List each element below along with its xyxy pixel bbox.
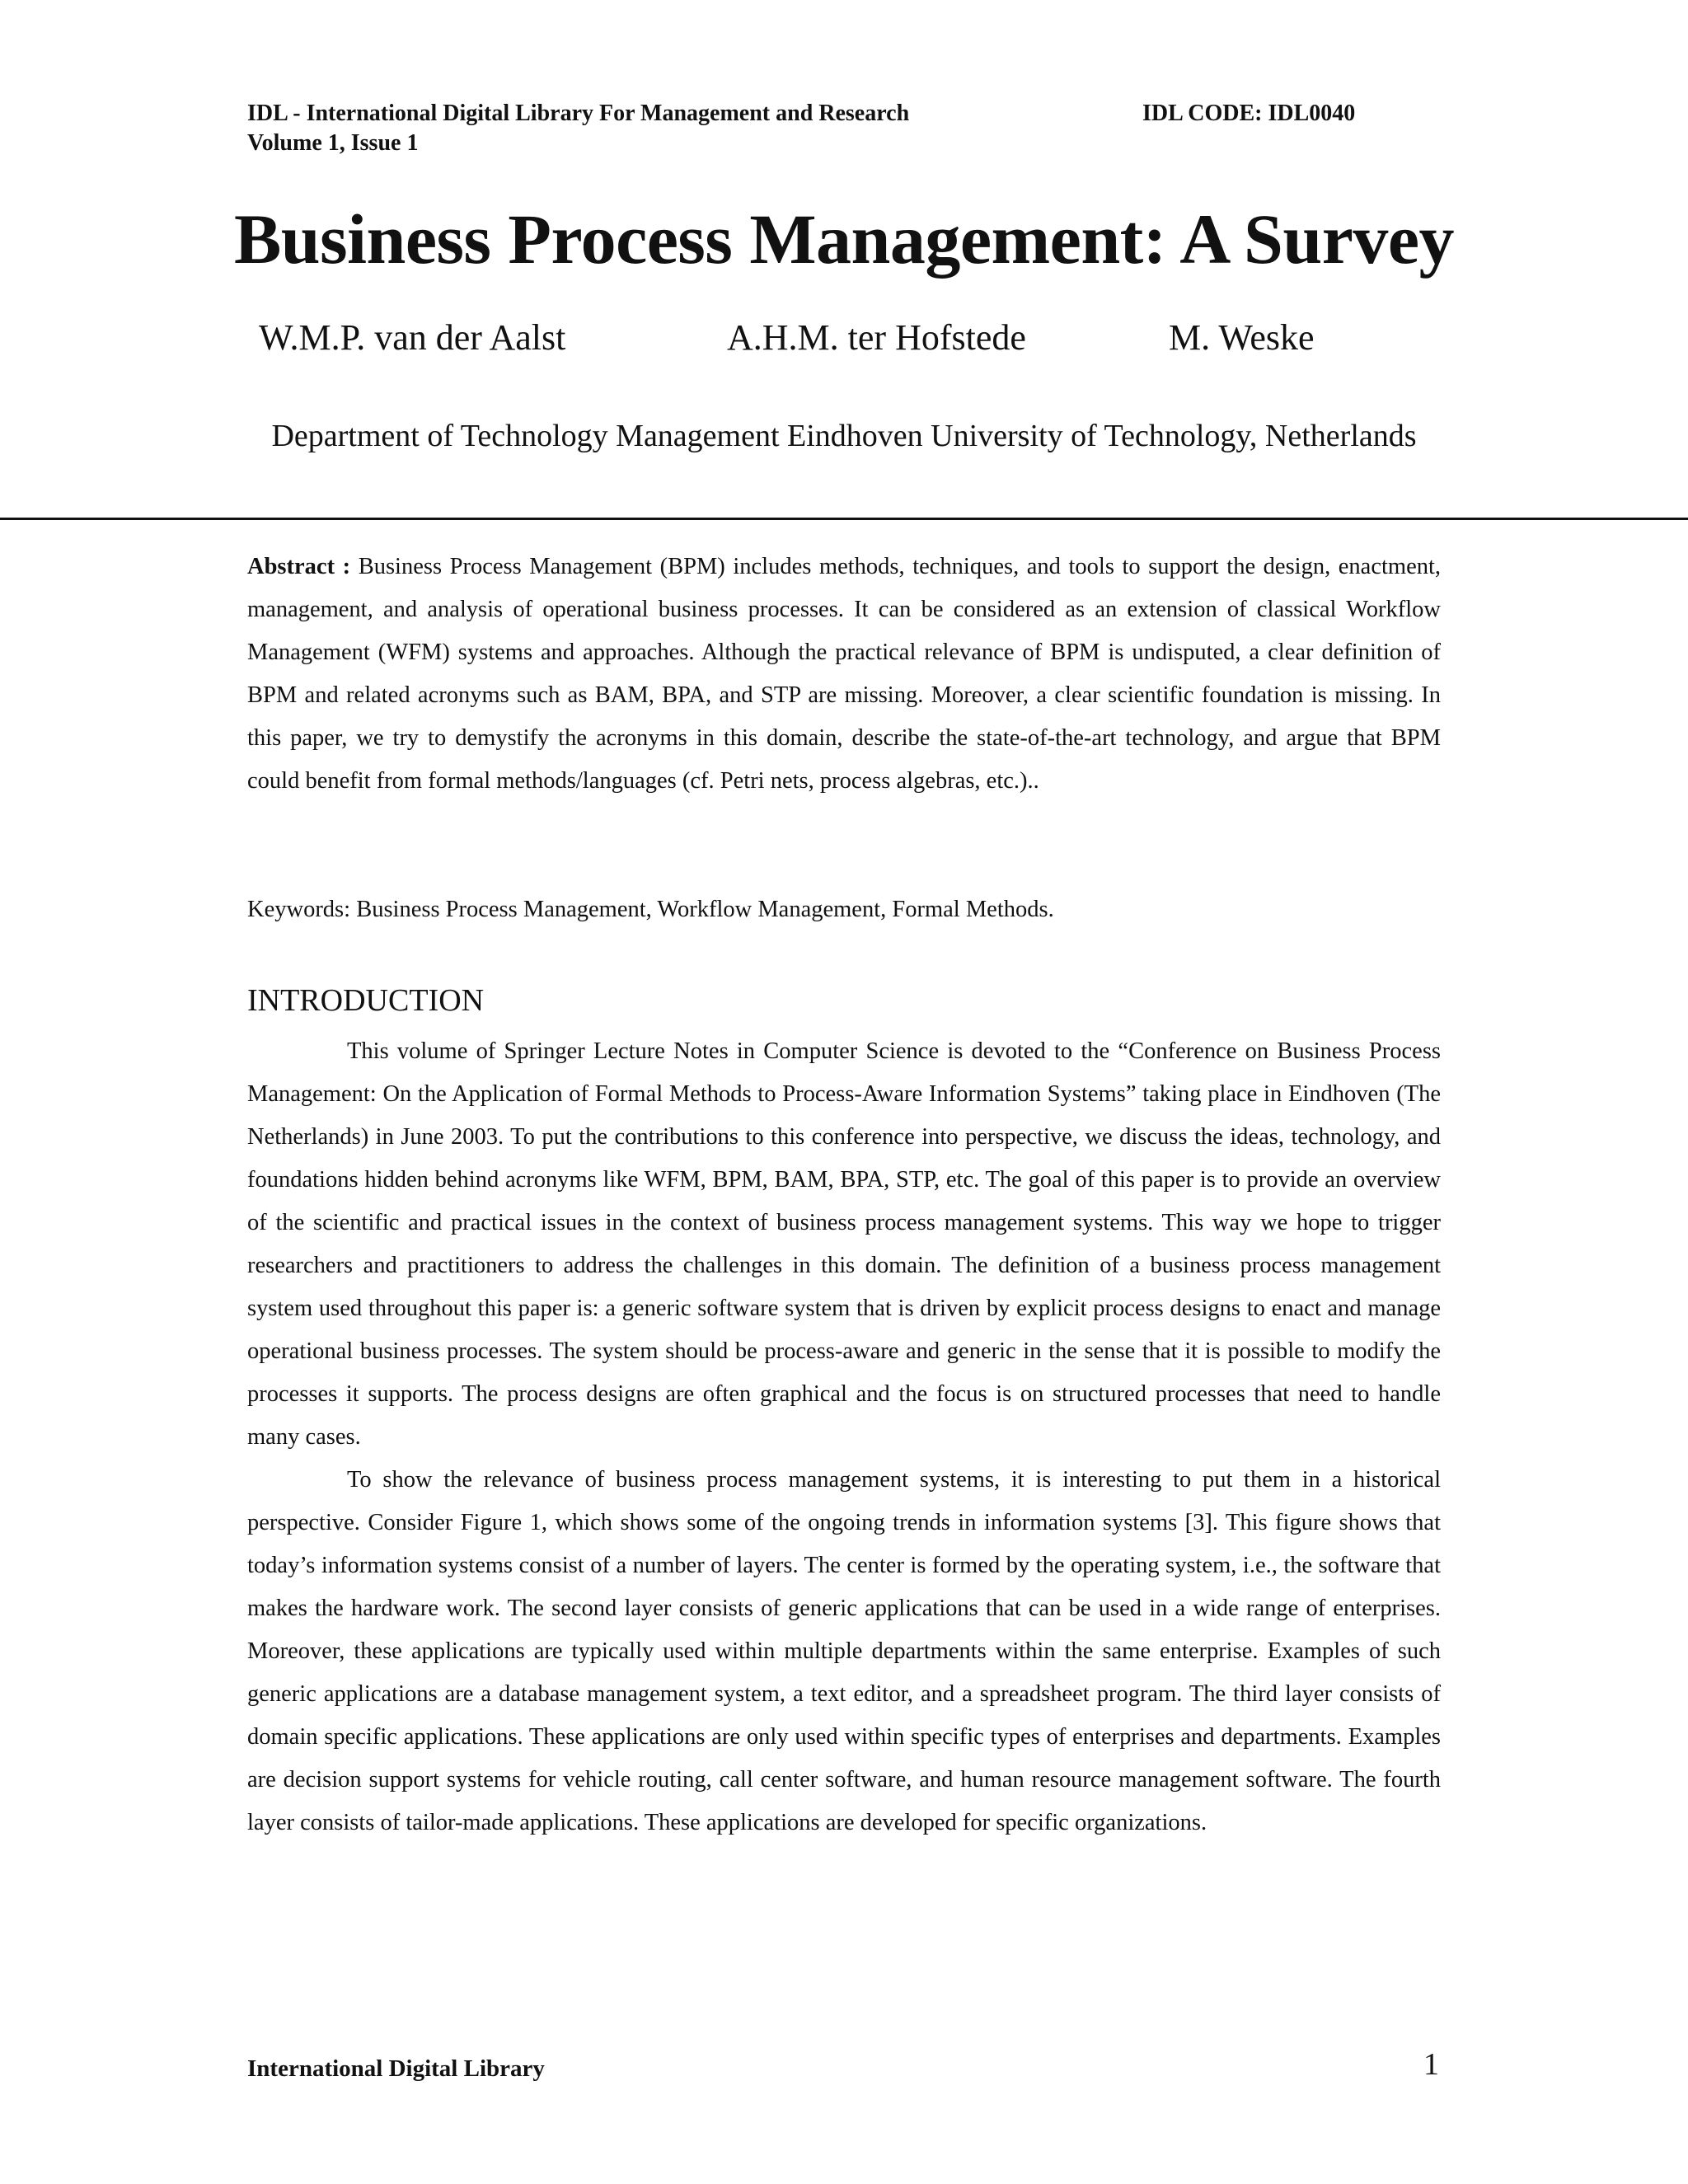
abstract <box>247 546 1441 803</box>
page-number: 1 <box>1423 2047 1439 2082</box>
abstract-label: Abstract : <box>247 554 351 579</box>
paper-title: Business Process Management: A Survey <box>233 199 1455 279</box>
author-2: A.H.M. ter Hofstede <box>727 317 1026 358</box>
author-3: M. Weske <box>1169 317 1315 358</box>
author-1: W.M.P. van der Aalst <box>259 317 566 358</box>
paragraph: This volume of Springer Lecture Notes in Computer Science is devoted to the “Conference on Business Process Management: On the Application of Formal Methods to Process-Aware Information Systems” taking place in Eindhoven (The Netherlands) in June 2003. To put the contributions to this conference into perspective, we discuss the ideas, technology, and foundations hidden behind acronyms like WFM, BPM, BAM, BPA, STP, etc. The goal of this paper is to provide an overview of the scientific and practical issues in the context of business process management systems. This way we hope to trigger researchers and practitioners to address the challenges in this domain. The definition of a business process management system used throughout this paper is: a generic software system that is driven by explicit process designs to enact and manage operational business processes. The system should be process-aware and generic in the sense that it is possible to modify the processes it supports. The process designs are often graphical and the focus is on structured processes that need to handle many cases. <box>247 1038 1441 1450</box>
introduction-body <box>247 1030 1441 1844</box>
paragraph: To show the relevance of business process management systems, it is interesting to put them in a historical perspective. Consider Figure 1, which shows some of the ongoing trends in information systems [3]. This figure shows that today’s information systems consist of a number of layers. The center is formed by the operating system, i.e., the software that makes the hardware work. The second layer consists of generic applications that can be used in a wide range of enterprises. Moreover, these applications are typically used within multiple departments within the same enterprise. Examples of such generic applications are a database management system, a text editor, and a spreadsheet program. The third layer consists of domain specific applications. These applications are only used within specific types of enterprises and departments. Examples are decision support systems for vehicle routing, call center software, and human resource management software. The fourth layer consists of tailor-made applications. These applications are developed for specific organizations. <box>247 1467 1441 1835</box>
journal-name: IDL - International Digital Library For Management and Research <box>247 101 910 126</box>
affiliation: Department of Technology Management Eindhoven University of Technology, Netherlands <box>271 419 1417 453</box>
footer-library: International Digital Library <box>247 2055 545 2082</box>
header-divider <box>0 518 1688 520</box>
idl-code: IDL CODE: IDL0040 <box>1142 101 1356 126</box>
keywords: Keywords: Business Process Management, Workflow Management, Formal Methods. <box>247 897 1054 922</box>
abstract-text: Business Process Management (BPM) includes methods, techniques, and tools to support the design, enactment, management, and analysis of operational business processes. It can be considered as an extension of classical Workflow Management (WFM) systems and approaches. Although the practical relevance of BPM is undisputed, a clear definition of BPM and related acronyms such as BAM, BPA, and STP are missing. Moreover, a clear scientific foundation is missing. In this paper, we try to demystify the acronyms in this domain, describe the state-of-the-art technology, and argue that BPM could benefit from formal methods/languages (cf. Petri nets, process algebras, etc.).. <box>247 554 1442 794</box>
volume-issue: Volume 1, Issue 1 <box>247 130 419 156</box>
running-header <box>247 99 909 158</box>
section-heading-introduction: INTRODUCTION <box>247 983 485 1018</box>
